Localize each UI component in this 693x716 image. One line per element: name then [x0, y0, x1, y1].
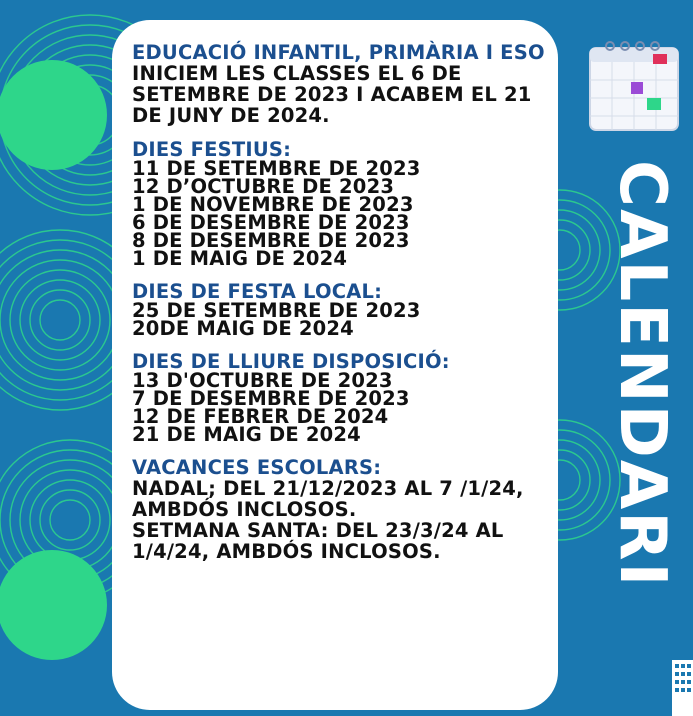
- section-heading: DIES DE LLIURE DISPOSICIÓ:: [132, 350, 450, 373]
- section-school-vacations: [132, 457, 552, 562]
- list-item: 21 DE MAIG DE 2024: [132, 423, 361, 446]
- list-item: 12 D’OCTUBRE DE 2023: [132, 175, 395, 198]
- list-item: 12 DE FEBRER DE 2024: [132, 405, 389, 428]
- card-content: [132, 42, 552, 575]
- list-item: 1 DE MAIG DE 2024: [132, 247, 348, 270]
- section-heading: DIES DE FESTA LOCAL:: [132, 280, 383, 303]
- calendar-icon: [585, 36, 685, 136]
- green-dot-top: [0, 60, 107, 170]
- section-text: NADAL; DEL 21/12/2023 AL 7 /1/24, AMBDÓS INCLOSOS.: [132, 477, 524, 521]
- list-item: 13 D'OCTUBRE DE 2023: [132, 369, 393, 392]
- list-item: 7 DE DESEMBRE DE 2023: [132, 387, 410, 410]
- section-text: INICIEM LES CLASSES EL 6 DE SETEMBRE DE 2023 I ACABEM EL 21 DE JUNY DE 2024.: [132, 62, 532, 127]
- list-item: 6 DE DESEMBRE DE 2023: [132, 211, 410, 234]
- vertical-title: CALENDARI: [605, 160, 679, 589]
- section-heading: VACANCES ESCOLARS:: [132, 456, 382, 479]
- section-holidays: [132, 139, 552, 268]
- section-education: [132, 42, 552, 126]
- building-icon: [672, 660, 693, 716]
- list-item: 1 DE NOVEMBRE DE 2023: [132, 193, 414, 216]
- section-heading: EDUCACIÓ INFANTIL, PRIMÀRIA I ESO: [132, 41, 545, 64]
- section-local-holidays: [132, 281, 552, 338]
- section-text: SETMANA SANTA: DEL 23/3/24 AL 1/4/24, AMBDÓS INCLOSOS.: [132, 519, 504, 563]
- list-item: 11 DE SETEMBRE DE 2023: [132, 157, 421, 180]
- green-dot-bottom: [0, 550, 107, 660]
- list-item: 8 DE DESEMBRE DE 2023: [132, 229, 410, 252]
- section-free-days: [132, 351, 552, 444]
- section-heading: DIES FESTIUS:: [132, 138, 292, 161]
- list-item: 25 DE SETEMBRE DE 2023: [132, 299, 421, 322]
- list-item: 20DE MAIG DE 2024: [132, 317, 354, 340]
